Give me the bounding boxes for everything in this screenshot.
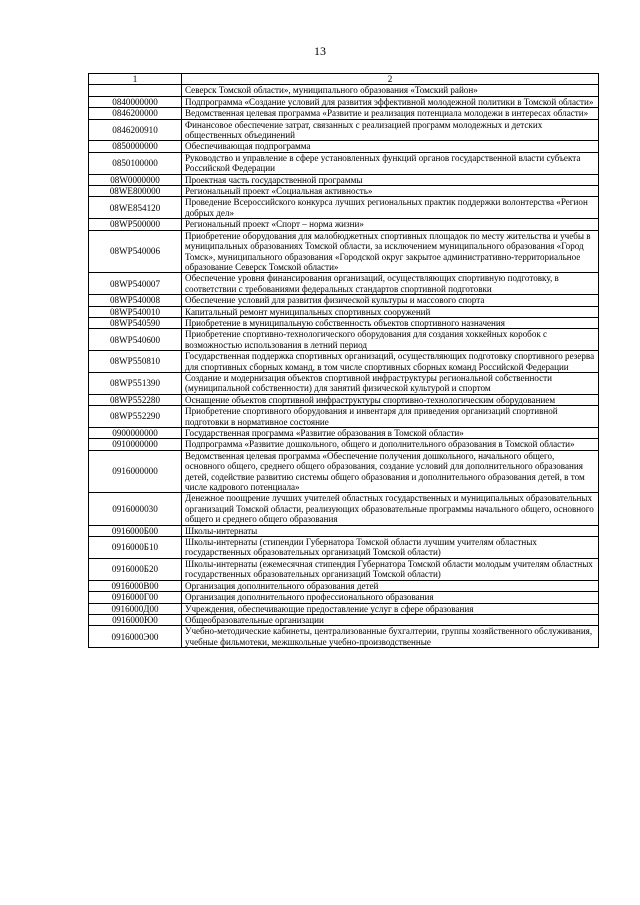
table-row bbox=[89, 428, 599, 439]
table-row bbox=[89, 537, 599, 559]
row-code: 0916000030 bbox=[89, 493, 182, 525]
row-name: Финансовое обеспечение затрат, связанных с реализацией программ молодежных и детских общественных объединений bbox=[182, 119, 599, 141]
column-header-code: 1 bbox=[89, 74, 182, 85]
row-name: Школы-интернаты bbox=[182, 525, 599, 536]
table-row bbox=[89, 219, 599, 230]
row-code: 08WP552290 bbox=[89, 406, 182, 428]
table-row bbox=[89, 230, 599, 273]
column-header-name: 2 bbox=[182, 74, 599, 85]
table-row bbox=[89, 152, 599, 174]
table-row bbox=[89, 525, 599, 536]
row-name: Региональный проект «Социальная активность» bbox=[182, 186, 599, 197]
row-code: 08WP550810 bbox=[89, 351, 182, 373]
table-row bbox=[89, 141, 599, 152]
row-code: 08WP540590 bbox=[89, 317, 182, 328]
row-code: 0846200000 bbox=[89, 108, 182, 119]
table-row bbox=[89, 108, 599, 119]
row-code: 08WP540007 bbox=[89, 273, 182, 295]
row-name: Ведомственная целевая программа «Развитие и реализация потенциала молодежи в интересах области» bbox=[182, 108, 599, 119]
row-code: 0916000Б10 bbox=[89, 537, 182, 559]
table-row bbox=[89, 329, 599, 351]
row-code: 08WP540600 bbox=[89, 329, 182, 351]
table-row bbox=[89, 394, 599, 405]
row-code: 0916000Д00 bbox=[89, 603, 182, 614]
row-name: Создание и модернизация объектов спортивной инфраструктуры региональной собственности (муниципальной собственности) для занятий физической культурой и спортом bbox=[182, 372, 599, 394]
row-name: Подпрограмма «Создание условий для развития эффективной молодежной политики в Томской области» bbox=[182, 96, 599, 107]
row-code: 0850100000 bbox=[89, 152, 182, 174]
table-row bbox=[89, 439, 599, 450]
table-row bbox=[89, 119, 599, 141]
row-name: Учреждения, обеспечивающие предоставление услуг в сфере образования bbox=[182, 603, 599, 614]
row-name: Государственная программа «Развитие образования в Томской области» bbox=[182, 428, 599, 439]
row-name: Подпрограмма «Развитие дошкольного, общего и дополнительного образования в Томской области» bbox=[182, 439, 599, 450]
row-name: Организация дополнительного профессионального образования bbox=[182, 592, 599, 603]
row-name: Оснащение объектов спортивной инфраструктуры спортивно-технологическим оборудованием bbox=[182, 394, 599, 405]
table-row bbox=[89, 614, 599, 625]
table-row bbox=[89, 317, 599, 328]
table-row bbox=[89, 351, 599, 373]
table-row bbox=[89, 372, 599, 394]
row-name: Денежное поощрение лучших учителей областных государственных и муниципальных образовательных организаций Томской области, реализующих образовательные программы начального общего, основного общего и среднего общего образования bbox=[182, 493, 599, 525]
row-code: 0916000Б20 bbox=[89, 558, 182, 580]
row-name: Общеобразовательные организации bbox=[182, 614, 599, 625]
row-code: 08WP500000 bbox=[89, 219, 182, 230]
table-row bbox=[89, 186, 599, 197]
row-code: 0916000Э00 bbox=[89, 626, 182, 648]
row-code: 08WP540006 bbox=[89, 230, 182, 273]
row-name: Обеспечение условий для развития физической культуры и массового спорта bbox=[182, 295, 599, 306]
row-code: 0910000000 bbox=[89, 439, 182, 450]
row-name: Региональный проект «Спорт – норма жизни» bbox=[182, 219, 599, 230]
table-row bbox=[89, 626, 599, 648]
row-name: Проектная часть государственной программы bbox=[182, 174, 599, 185]
row-code: 0916000000 bbox=[89, 450, 182, 493]
row-code: 0850000000 bbox=[89, 141, 182, 152]
table-row bbox=[89, 96, 599, 107]
row-code: 0916000Ю0 bbox=[89, 614, 182, 625]
row-name: Обеспечение уровня финансирования организаций, осуществляющих спортивную подготовку, в соответствии с требованиями федеральных стандартов спортивной подготовки bbox=[182, 273, 599, 295]
table-row bbox=[89, 273, 599, 295]
row-name: Приобретение в муниципальную собственность объектов спортивного назначения bbox=[182, 317, 599, 328]
row-name: Обеспечивающая подпрограмма bbox=[182, 141, 599, 152]
row-code bbox=[89, 85, 182, 96]
row-code: 0900000000 bbox=[89, 428, 182, 439]
row-code: 08W0000000 bbox=[89, 174, 182, 185]
row-code: 08WE854120 bbox=[89, 197, 182, 219]
table-row bbox=[89, 174, 599, 185]
row-name: Капитальный ремонт муниципальных спортивных сооружений bbox=[182, 306, 599, 317]
table-body bbox=[89, 74, 599, 648]
page-number: 13 bbox=[314, 44, 326, 58]
table-row bbox=[89, 450, 599, 493]
row-code: 0916000В00 bbox=[89, 580, 182, 591]
row-code: 08WP540010 bbox=[89, 306, 182, 317]
row-code: 08WP540008 bbox=[89, 295, 182, 306]
row-name: Школы-интернаты (стипендии Губернатора Томской области лучшим учителям областных государственных образовательных организаций Томской области) bbox=[182, 537, 599, 559]
table-row bbox=[89, 406, 599, 428]
row-code: 0916000Б00 bbox=[89, 525, 182, 536]
row-name: Проведение Всероссийского конкурса лучших региональных практик поддержки волонтерства «Регион добрых дел» bbox=[182, 197, 599, 219]
row-code: 08WE800000 bbox=[89, 186, 182, 197]
row-name: Школы-интернаты (ежемесячная стипендия Губернатора Томской области молодым учителям областных государственных образовательных организаций Томской области) bbox=[182, 558, 599, 580]
table-row bbox=[89, 295, 599, 306]
row-name: Северск Томской области», муниципального образования «Томский район» bbox=[182, 85, 599, 96]
row-code: 08WP551390 bbox=[89, 372, 182, 394]
table-row bbox=[89, 592, 599, 603]
row-name: Учебно-методические кабинеты, централизованные бухгалтерии, группы хозяйственного обслуживания, учебные фильмотеки, межшкольные учебно-производственные bbox=[182, 626, 599, 648]
table-row bbox=[89, 493, 599, 525]
budget-code-table bbox=[88, 73, 599, 648]
row-code: 0916000Г00 bbox=[89, 592, 182, 603]
row-name: Государственная поддержка спортивных организаций, осуществляющих подготовку спортивного резерва для спортивных сборных команд, в том числе спортивных сборных команд Российской Федерации bbox=[182, 351, 599, 373]
row-name: Ведомственная целевая программа «Обеспечение получения дошкольного, начального общего, основного общего, среднего общего образования, создание условий для дополнительного образования детей, содействие развитию системы общего образования и дополнительного образования детей, в том числе кадрового потенциала» bbox=[182, 450, 599, 493]
table-row bbox=[89, 85, 599, 96]
row-name: Организация дополнительного образования детей bbox=[182, 580, 599, 591]
table-row bbox=[89, 603, 599, 614]
table-row bbox=[89, 580, 599, 591]
row-name: Приобретение спортивного оборудования и инвентаря для приведения организаций спортивной подготовки в нормативное состояние bbox=[182, 406, 599, 428]
row-code: 0846200910 bbox=[89, 119, 182, 141]
row-code: 0840000000 bbox=[89, 96, 182, 107]
table-row bbox=[89, 197, 599, 219]
table-row bbox=[89, 306, 599, 317]
table-row bbox=[89, 558, 599, 580]
row-name: Приобретение оборудования для малобюджетных спортивных площадок по месту жительства и учебы в муниципальных образованиях Томской области, за исключением муниципального образования «Город Томск», муниципального образования «Городской округ закрытое административно-территориальное образование Северск Томской области» bbox=[182, 230, 599, 273]
row-name: Руководство и управление в сфере установленных функций органов государственной власти субъекта Российской Федерации bbox=[182, 152, 599, 174]
row-name: Приобретение спортивно-технологического оборудования для создания хоккейных коробок с возможностью использования в летний период bbox=[182, 329, 599, 351]
row-code: 08WP552280 bbox=[89, 394, 182, 405]
table-header-row bbox=[89, 74, 599, 85]
